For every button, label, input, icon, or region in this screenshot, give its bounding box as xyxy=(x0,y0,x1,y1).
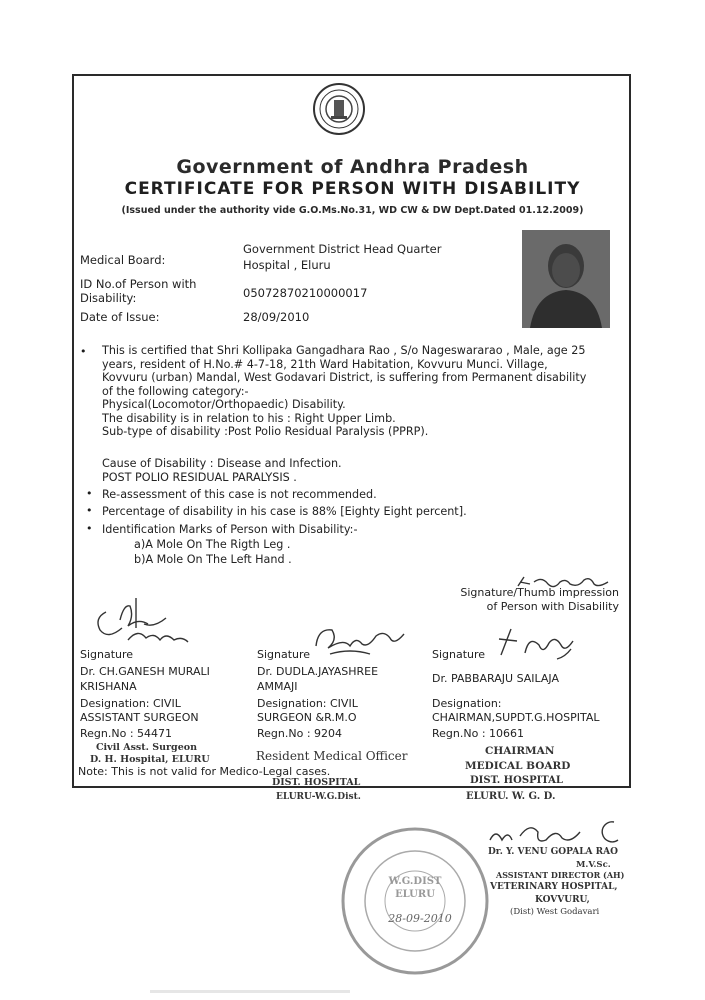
signature-3-icon xyxy=(495,625,585,665)
date-label: Date of Issue: xyxy=(80,310,160,324)
signatory-3-designation xyxy=(432,697,502,711)
para-line: of the following category:- xyxy=(102,384,249,398)
stamp-3-line3: DIST. HOSPITAL xyxy=(470,775,563,786)
medical-board-label: Medical Board: xyxy=(80,253,166,267)
signatory-1-name1: Dr. CH.GANESH MURALI xyxy=(80,665,210,678)
person-photo xyxy=(522,230,610,328)
regn-label: Regn.No xyxy=(257,727,304,740)
thumb-label-line1: Signature/Thumb impression xyxy=(460,586,619,599)
regn-label: Regn.No xyxy=(432,727,479,740)
authority-line: (Issued under the authority vide G.O.Ms.No.31, WD CW & DW Dept.Dated 01.12.2009) xyxy=(121,205,584,216)
id-mark-a: a)A Mole On The Rigth Leg . xyxy=(134,538,291,551)
attestation-title: ASSISTANT DIRECTOR (AH) xyxy=(496,870,625,880)
signatory-2-name2: AMMAJI xyxy=(257,680,298,693)
designation-value: CIVIL xyxy=(153,697,181,710)
signatory-2-designation2: SURGEON &R.M.O xyxy=(257,711,357,724)
attestation-office: VETERINARY HOSPITAL, xyxy=(490,882,618,892)
date-value: 28/09/2010 xyxy=(243,310,310,324)
signature-2-icon xyxy=(310,620,414,660)
validity-note: Note: This is not valid for Medico-Legal cases. xyxy=(78,765,331,778)
id-label-line1: ID No.of Person with xyxy=(80,277,197,291)
stamp-3-line2: MEDICAL BOARD xyxy=(465,760,571,772)
attestation-signature-icon xyxy=(484,814,644,850)
signatory-3-regn xyxy=(432,727,524,741)
para-line: This is certified that Shri Kollipaka Gangadhara Rao , S/o Nageswararao , Male, age 25 xyxy=(102,344,586,357)
signatory-2-regn xyxy=(257,727,342,741)
signatory-2-name1: Dr. DUDLA.JAYASHREE xyxy=(257,665,379,678)
signatory-1-designation2: ASSISTANT SURGEON xyxy=(80,711,199,724)
thumb-label-line2: of Person with Disability xyxy=(486,600,619,613)
certificate-title: CERTIFICATE FOR PERSON WITH DISABILITY xyxy=(124,179,581,199)
para-line: The disability is in relation to his : Right Upper Limb. xyxy=(102,411,396,425)
stamp-2-line1: Resident Medical Officer xyxy=(256,749,408,763)
regn-value: : 10661 xyxy=(481,727,525,740)
bullet-icon: • xyxy=(86,487,93,500)
attestation-place: KOVVURU, xyxy=(535,895,590,905)
id-mark-b: b)A Mole On The Left Hand . xyxy=(134,553,292,566)
designation-label: Designation: xyxy=(432,697,502,710)
reassessment-line: Re-assessment of this case is not recommended. xyxy=(102,488,377,501)
bullet-icon: • xyxy=(86,504,93,517)
regn-value: : 9204 xyxy=(306,727,343,740)
government-title: Government of Andhra Pradesh xyxy=(176,156,529,178)
seal-center-line2: ELURU xyxy=(395,889,435,900)
certification-paragraph xyxy=(102,344,586,439)
stamp-3-line1: CHAIRMAN xyxy=(485,745,555,757)
para-line: Physical(Locomotor/Orthopaedic) Disability. xyxy=(102,398,346,411)
seal-center-line1: W.G.DIST xyxy=(388,876,442,887)
scan-artifact xyxy=(150,990,350,993)
cause-line1: Cause of Disability : Disease and Infection. xyxy=(102,457,342,470)
bullet-icon: • xyxy=(80,345,87,358)
signatory-2-designation xyxy=(257,697,358,711)
regn-label: Regn.No xyxy=(80,727,127,740)
bullet-icon: • xyxy=(86,522,93,535)
signatory-3-sig-label: Signature xyxy=(432,648,486,661)
signatory-2-sig-label: Signature xyxy=(257,648,311,661)
medical-board-line2: Hospital , Eluru xyxy=(243,258,331,272)
stamp-2-line3: ELURU-W.G.Dist. xyxy=(276,792,361,802)
signatory-3-designation2: CHAIRMAN,SUPDT.G.HOSPITAL xyxy=(432,711,600,724)
signatory-1-sig-label: Signature xyxy=(80,648,134,661)
signatory-1-regn xyxy=(80,727,172,741)
signatory-1-name2: KRISHANA xyxy=(80,680,137,693)
cause-line2: POST POLIO RESIDUAL PARALYSIS . xyxy=(102,471,297,484)
percentage-line: Percentage of disability in his case is 88% [Eighty Eight percent]. xyxy=(102,505,467,518)
attestation-name: Dr. Y. VENU GOPALA RAO xyxy=(488,847,618,857)
photo-figure-icon xyxy=(522,230,610,328)
stamp-3-line4: ELURU. W. G. D. xyxy=(466,791,556,802)
para-line: Kovvuru (urban) Mandal, West Godavari District, is suffering from Permanent disability xyxy=(102,371,587,384)
regn-value: : 54471 xyxy=(129,727,173,740)
para-line: Sub-type of disability :Post Polio Residual Paralysis (PPRP). xyxy=(102,425,429,438)
stamp-1-line2: D. H. Hospital, ELURU xyxy=(90,754,210,765)
round-seal-icon xyxy=(340,826,490,976)
id-marks-heading: Identification Marks of Person with Disability:- xyxy=(102,523,358,536)
signatory-1-designation xyxy=(80,697,181,711)
designation-label: Designation: xyxy=(80,697,150,710)
id-label-line2: Disability: xyxy=(80,291,137,305)
medical-board-line1: Government District Head Quarter xyxy=(243,242,442,256)
attestation-district: (Dist) West Godavari xyxy=(510,907,600,917)
signatory-3-name1: Dr. PABBARAJU SAILAJA xyxy=(432,672,559,685)
seal-date: 28-09-2010 xyxy=(388,912,452,925)
state-emblem-icon xyxy=(312,82,366,136)
designation-value: CIVIL xyxy=(330,697,358,710)
id-value: 05072870210000017 xyxy=(243,286,368,300)
designation-label: Designation: xyxy=(257,697,327,710)
para-line: years, resident of H.No.# 4-7-18, 21th Ward Habitation, Kovvuru Munci. Village, xyxy=(102,357,548,371)
stamp-1-line1: Civil Asst. Surgeon xyxy=(96,742,197,753)
stamp-2-line2: DIST. HOSPITAL xyxy=(272,777,361,788)
attestation-qual: M.V.Sc. xyxy=(576,860,611,870)
signature-1-icon xyxy=(92,590,202,646)
